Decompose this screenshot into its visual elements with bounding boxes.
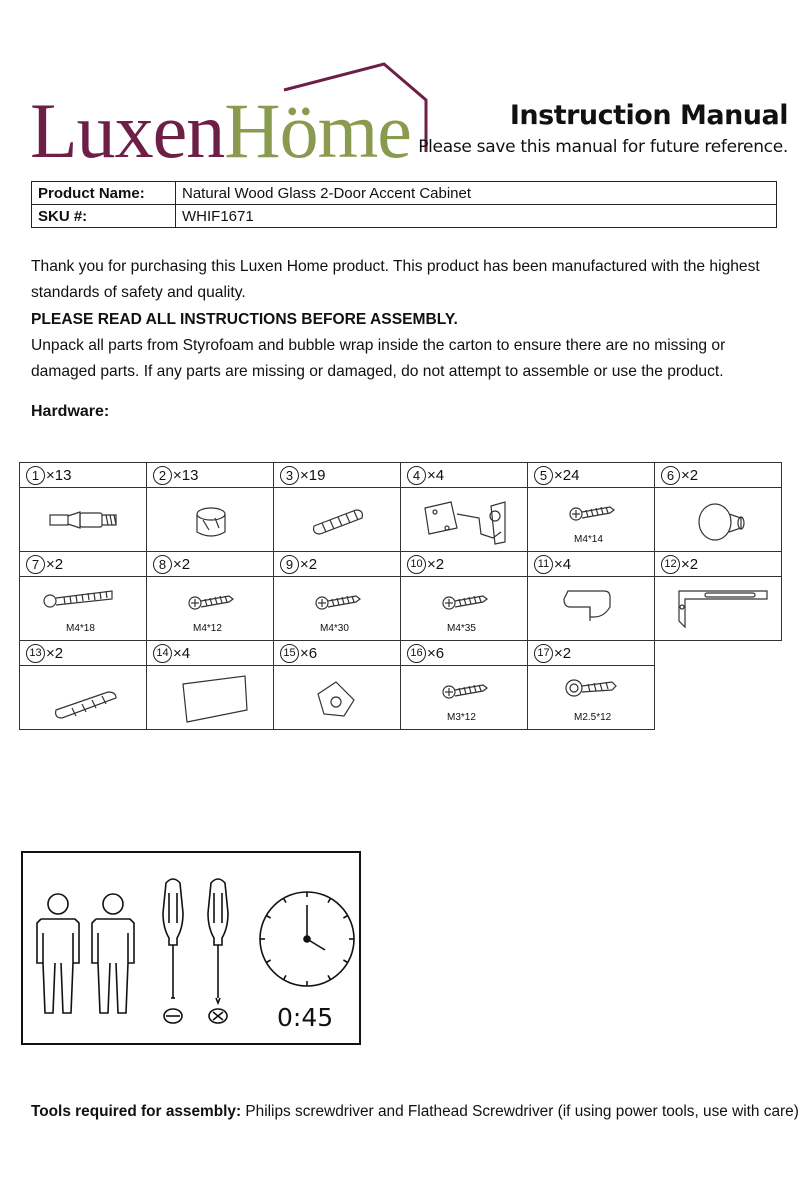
part-quantity: ×2 — [681, 555, 699, 573]
assembly-requirements-box — [21, 851, 361, 1045]
part-number: 17 — [534, 644, 553, 663]
tools-label: Tools required for assembly: — [31, 1103, 242, 1120]
part-number: 12 — [661, 555, 680, 574]
wood-dowel-icon — [274, 488, 402, 553]
l-bracket-icon — [655, 577, 783, 642]
hardware-part-12 — [654, 551, 782, 577]
corner-block-icon — [274, 666, 402, 731]
part-quantity: ×2 — [46, 555, 64, 573]
hardware-image-row — [20, 666, 788, 730]
intro-unpack: Unpack all parts from Styrofoam and bubble wrap inside the carton to ensure there are no missing or damaged parts. If any parts are missing or damaged, do not attempt to assemble or use the product. — [31, 337, 726, 380]
hardware-image-row — [20, 577, 788, 641]
part-number: 4 — [407, 466, 426, 485]
product-info-table — [31, 181, 777, 228]
hardware-image-1 — [19, 487, 147, 552]
hardware-header-row — [20, 463, 788, 488]
part-quantity: ×2 — [681, 466, 699, 484]
hardware-image-15 — [273, 665, 401, 730]
part-number: 5 — [534, 466, 553, 485]
person-icon — [37, 894, 79, 1013]
hardware-header-row — [20, 552, 788, 577]
part-number: 2 — [153, 466, 172, 485]
part-size: M2.5*12 — [574, 712, 612, 723]
table-row — [32, 182, 777, 205]
hardware-image-7 — [19, 576, 147, 641]
table-row — [32, 205, 777, 228]
brand-wordmark: LuxenHöme — [30, 87, 411, 174]
part-number: 1 — [26, 466, 45, 485]
hardware-image-14 — [146, 665, 274, 730]
part-number: 11 — [534, 555, 553, 574]
part-number: 16 — [407, 644, 426, 663]
part-quantity: ×4 — [173, 644, 191, 662]
hardware-image-12 — [654, 576, 782, 641]
hardware-image-3 — [273, 487, 401, 552]
brand-logo — [26, 62, 436, 172]
part-number: 3 — [280, 466, 299, 485]
hardware-part-5 — [527, 462, 655, 488]
flathead-screwdriver-icon — [163, 879, 183, 1023]
part-quantity: ×4 — [427, 466, 445, 484]
part-quantity: ×13 — [46, 466, 72, 484]
part-number: 7 — [26, 555, 45, 574]
hardware-image-2 — [146, 487, 274, 552]
part-quantity: ×24 — [554, 466, 580, 484]
tools-required — [31, 1103, 799, 1121]
hardware-grid — [20, 463, 788, 730]
shelf-support-icon — [528, 577, 656, 642]
part-quantity: ×2 — [46, 644, 64, 662]
page-subtitle: Please save this manual for future reference. — [418, 137, 788, 157]
hardware-image-9 — [273, 576, 401, 641]
phillips-screwdriver-icon — [208, 879, 228, 1023]
hardware-part-1 — [19, 462, 147, 488]
page-title: Instruction Manual — [509, 100, 788, 131]
knob-icon — [655, 488, 783, 553]
hardware-image-13 — [19, 665, 147, 730]
part-size: M3*12 — [447, 712, 476, 723]
hardware-image-row — [20, 488, 788, 552]
part-quantity: ×2 — [173, 555, 191, 573]
clock-icon — [260, 892, 354, 986]
hardware-part-17 — [527, 640, 655, 666]
hardware-image-11 — [527, 576, 655, 641]
hardware-part-16 — [400, 640, 528, 666]
hardware-part-15 — [273, 640, 401, 666]
product-name-value: Natural Wood Glass 2-Door Accent Cabinet — [176, 182, 777, 205]
hardware-part-6 — [654, 462, 782, 488]
part-quantity: ×6 — [300, 644, 318, 662]
part-number: 13 — [26, 644, 45, 663]
part-quantity: ×2 — [427, 555, 445, 573]
hardware-part-4 — [400, 462, 528, 488]
part-number: 15 — [280, 644, 299, 663]
hardware-image-10 — [400, 576, 528, 641]
hardware-image-4 — [400, 487, 528, 552]
hardware-part-11 — [527, 551, 655, 577]
hardware-image-17 — [527, 665, 655, 730]
sku-value: WHIF1671 — [176, 205, 777, 228]
hardware-image-6 — [654, 487, 782, 552]
hardware-part-2 — [146, 462, 274, 488]
person-icon — [92, 894, 134, 1013]
tools-text: Philips screwdriver and Flathead Screwdriver (if using power tools, use with care) — [241, 1103, 799, 1120]
hinge-icon — [401, 488, 529, 553]
part-number: 8 — [153, 555, 172, 574]
part-quantity: ×2 — [300, 555, 318, 573]
hardware-part-3 — [273, 462, 401, 488]
hardware-header-row — [20, 641, 788, 666]
part-quantity: ×13 — [173, 466, 199, 484]
part-quantity: ×6 — [427, 644, 445, 662]
hardware-image-16 — [400, 665, 528, 730]
sku-label: SKU #: — [32, 205, 176, 228]
part-number: 6 — [661, 466, 680, 485]
part-size: M4*35 — [447, 623, 476, 634]
hardware-part-8 — [146, 551, 274, 577]
part-size: M4*30 — [320, 623, 349, 634]
hardware-heading: Hardware: — [31, 403, 110, 420]
cam-bolt-icon — [20, 488, 148, 553]
hardware-part-9 — [273, 551, 401, 577]
part-number: 14 — [153, 644, 172, 663]
hardware-part-13 — [19, 640, 147, 666]
cam-lock-icon — [147, 488, 275, 553]
intro-warning: PLEASE READ ALL INSTRUCTIONS BEFORE ASSEMBLY. — [31, 311, 458, 328]
intro-thanks: Thank you for purchasing this Luxen Home product. This product has been manufactured with the highest standards of safety and quality. — [31, 258, 760, 301]
felt-pad-icon — [147, 666, 275, 731]
part-quantity: ×19 — [300, 466, 326, 484]
hardware-part-7 — [19, 551, 147, 577]
hardware-image-8 — [146, 576, 274, 641]
part-quantity: ×4 — [554, 555, 572, 573]
product-name-label: Product Name: — [32, 182, 176, 205]
part-number: 10 — [407, 555, 426, 574]
part-size: M4*18 — [66, 623, 95, 634]
hardware-image-5 — [527, 487, 655, 552]
part-quantity: ×2 — [554, 644, 572, 662]
part-number: 9 — [280, 555, 299, 574]
hardware-part-10 — [400, 551, 528, 577]
wall-anchor-icon — [20, 666, 148, 731]
assembly-time: 0:45 — [277, 1003, 334, 1032]
hardware-part-14 — [146, 640, 274, 666]
part-size: M4*12 — [193, 623, 222, 634]
part-size: M4*14 — [574, 534, 603, 545]
